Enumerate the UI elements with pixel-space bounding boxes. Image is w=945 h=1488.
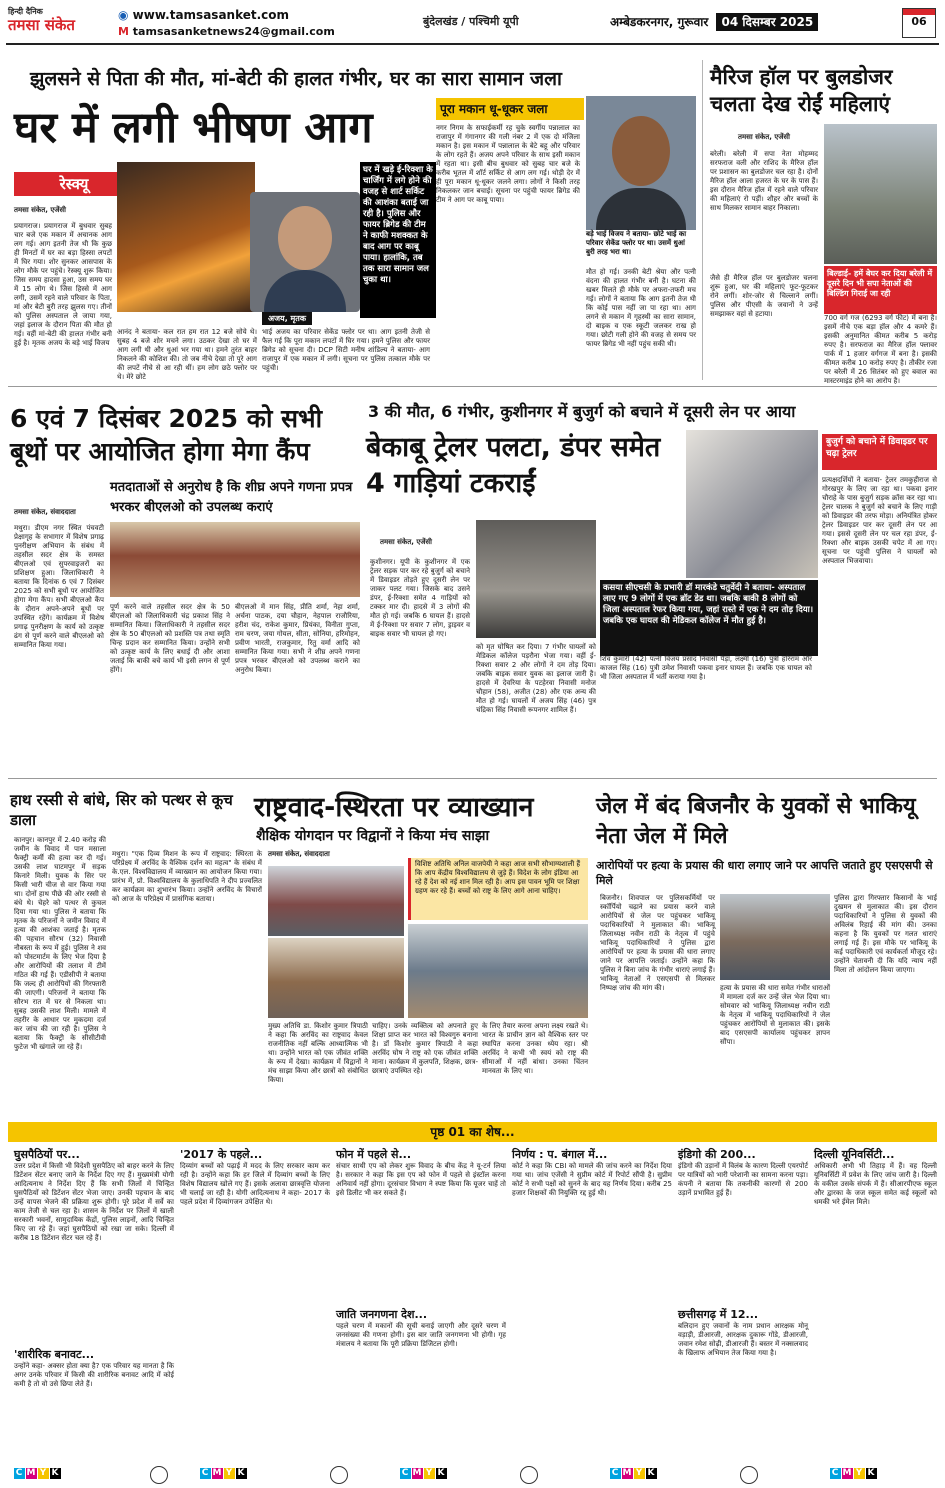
- fire-body-3: भाई अजय का परिवार सेकेंड फ्लोर पर था। आग इतनी तेजी से फैल गई कि पूरा मकान लपटों में घिर गया। हमने पुलिस और फायर ब्रिगेड को सूचना दी। DCP सिटी मनीष शांडिल्य ने बताया- आग राजापुर में एक मकान में लगी। सूचना पर पुलिस तत्काल मौके पर पहुंची।: [262, 328, 430, 372]
- accident-body-1: कुशीनगर। यूपी के कुशीनगर में एक ट्रेलर सड़क पार कर रहे बुजुर्ग को बचाने में डिवाइडर तोड़ते हुए दूसरी लेन पर जाकर पलट गया। जिसके बाद उसने डंपर, ई-रिक्शा समेत 4 गाड़ियों को टक्कर मार दी। हादसे में 3 लोगों की मौत हो गई। जबकि 6 घायल हैं। हादसे में ई-रिक्शा पर सवार 7 लोग, ड्राइवर व बाइक सवार भी घायल हो गए।: [370, 558, 470, 638]
- continued-col-5: [678, 1148, 808, 1458]
- continued-col-4: [512, 1148, 672, 1458]
- camp-body-2: पूर्ण करने वाले तहसील सदर क्षेत्र के 50 बीएलओ को जिलाधिकारी चंद्र प्रकाश सिंह ने सम्मानित किया। जिलाधिकारी ने तहसील सदर क्षेत्र के 50 बीएलओ को प्रशस्ति पत्र तथा स्मृति चिन्ह प्रदान कर सम्मानित किया। उन्होंने सभी को उत्कृष्ट कार्य के लिए बधाई दी और आशा जताई कि बाकी बचे कार्य भी इसी लगन से पूर्ण होंगे।: [110, 603, 230, 674]
- masthead-rule: [6, 43, 939, 45]
- continued-col-3: [336, 1148, 506, 1458]
- registration-mark: [150, 1466, 168, 1484]
- fire-body-5: मौत हो गई। उनकी बेटी श्रेया और पत्नी वंदना की हालत गंभीर बनी है। घटना की खबर मिलते ही मौके पर अफरा-तफरी मच गई। लोगों ने बताया कि आग इतनी तेज थी कि कोई पास नहीं जा पा रहा था। आग लगने से मकान में गृहस्थी का सारा सामान, दो बाइक व एक स्कूटी जलकर राख हो गया। छोटी गली होने की वजह से समय पर फायर ब्रिगेड भी नहीं पहुंच सकी थी।: [586, 268, 696, 348]
- lecture-body-4: के लिए तैयार करना अपना लक्ष्य रखते थे। भारत के प्राचीन ज्ञान को वैश्विक स्तर पर स्थापित करना उनका ध्येय रहा। श्री अरविंद ने कभी भी स्वयं को राष्ट्र की सीमाओं में नहीं बांधा। उनका चिंतन मानवता के लिए था।: [482, 1022, 588, 1075]
- section-divider: [8, 386, 937, 387]
- cyan-swatch: C: [15, 1468, 24, 1478]
- cmyk-mark-4: C M Y K: [611, 1468, 656, 1478]
- rope-body: कानपुर। कानपुर में 2.40 करोड़ की जमीन के विवाद में पान मसाला फैक्ट्री कर्मी की हत्या कर दी गई। उसकी लाश घाटमपुर में सड़क किनारे मिली। युवक के सिर पर किसी भारी चीज से वार किया गया था। दोनों हाथ पीछे की ओर रस्सी से बंधे थे। चेहरे को पत्थर से कुचल दिया गया था। पुलिस ने बताया कि मृतक के परिजनों ने जमीन विवाद में हत्या की आशंका जताई है। मृतक की पहचान सौरभ (32) निवासी नौबस्ता के रूप में हुई। पुलिस ने शव को पोस्टमार्टम के लिए भेज दिया है और आरोपियों की तलाश में टीमें गठित की गई हैं। एडीसीपी ने बताया कि जल्द ही आरोपियों की गिरफ्तारी की जाएगी। परिजनों ने बताया कि सौरभ रात में घर से निकला था। सुबह उसकी लाश मिली। मामले में तहरीर के आधार पर मुकदमा दर्ज कर जांच की जा रही है। पुलिस ने बताया कि फैक्ट्री के सीसीटीवी फुटेज भी खंगाले जा रहे हैं।: [14, 836, 106, 1051]
- camp-group-photo: [110, 522, 360, 597]
- place-date: अम्बेडकरनगर, गुरूवार 04 दिसम्बर 2025: [610, 13, 818, 30]
- fire-body-4: नगर निगम के सफाईकर्मी रह चुके स्वर्गीय पन्नालाल का राजापुर में गंगानगर की गली नंबर 2 में एक दो मंजिला मकान है। इस मकान में पन्नालाल के बेटे बहू और परिवार के लोग रहते हैं। अजय अपने परिवार के साथ इसी मकान में रहता था। इसी बीच बुधवार को सुबह चार बजे के करीब भूतल में शॉर्ट सर्किट से आग लग गई। थोड़ी देर में ही पूरा मकान धू-धूकर जलने लगा। लोगों ने किसी तरह निकलकर जान बचाई। सूचना पर पहुंची फायर ब्रिगेड की टीम ने आग पर काबू पाया।: [436, 124, 580, 204]
- person-icon: [612, 116, 670, 186]
- paper-logo: [8, 6, 75, 33]
- lecture-photo-3: [408, 924, 588, 1018]
- camp-byline: तमसा संकेत, संवाददाता: [14, 508, 76, 516]
- magenta-swatch: M: [26, 1468, 37, 1478]
- bulldozer-byline: तमसा संकेत, एजेंसी: [738, 133, 790, 141]
- section-label: बुंदेलखंड / पश्चिमी यूपी: [423, 15, 519, 28]
- portrait-photo: [586, 96, 696, 230]
- cmyk-mark-1: [14, 1468, 62, 1479]
- column-divider: [702, 60, 703, 380]
- continued-col-1: [14, 1148, 174, 1458]
- fire-photo: [117, 162, 255, 312]
- mail-icon: M: [118, 25, 129, 38]
- continued-banner: पृष्ठ 01 का शेष...: [8, 1122, 937, 1142]
- cmyk-mark-5: C M Y K: [831, 1468, 876, 1478]
- lecture-body-1: मथुरा। "एक दिव्य मिशन के रूप में राष्ट्रवाद: स्थिरता के परिप्रेक्ष्य में अरविंद के वैश्विक दर्शन का महत्व" के संबंध में के.एल. विश्वविद्यालय में व्याख्यान का आयोजन किया गया। प्रारंभ में, प्रो. विश्वविद्यालय के कुलाधिपति ने दीप प्रज्वलित कर कार्यक्रम का शुभारंभ किया। उन्होंने अरविंद के विचारों को आज के परिप्रेक्ष्य में प्रासंगिक बताया।: [112, 850, 262, 903]
- jail-body-3: पुलिस द्वारा गिरफ्तार किसानों के भाई दुखमन से मुलाकात की। इस दौरान पदाधिकारियों ने पुलिस से युवकों की अविलंब रिहाई की मांग की। उनका कहना है कि युवकों पर गलत धाराएं लगाई गई हैं। इस मौके पर भाकियू के कई पदाधिकारी एवं कार्यकर्ता मौजूद रहे। उन्होंने चेतावनी दी कि यदि न्याय नहीं मिला तो आंदोलन किया जाएगा।: [834, 894, 937, 974]
- lecture-headline: राष्ट्रवाद-स्थिरता पर व्याख्यान: [254, 792, 534, 823]
- fire-sub-kicker: पूरा मकान धू-धूकर जला: [436, 98, 584, 120]
- deceased-label: अजय, मृतक: [262, 312, 312, 325]
- lecture-byline: तमसा संकेत, संवाददाता: [268, 850, 330, 858]
- camp-headline: 6 एवं 7 दिसंबर 2025 को सभी बूथों पर आयोजित होगा मेगा कैंप: [10, 404, 323, 466]
- jail-body-1: बिजनौर। शिवपाल पर पुलिसकर्मियों पर स्कॉर्पियो चढ़ाने का प्रयास करने वाले आरोपियों से जेल पर पहुंचकर भाकियू पदाधिकारियों ने मुलाकात की। भाकियू जिलाध्यक्ष नवीन राठी के नेतृत्व में पहुंचे भाकियू पदाधिकारियों ने पुलिस द्वारा आरोपियों पर हत्या के प्रयास की धारा लगाए जाने पर आपत्ति जताई। उन्होंने कहा कि पुलिस ने बिना जांच के गंभीर धाराएं लगाई हैं। भाकियू नेताओं ने एसएसपी से मिलकर निष्पक्ष जांच की मांग की।: [600, 894, 715, 992]
- continued-body: अधिकारी अभी भी तिहाड़ में हैं। वह दिल्ली यूनिवर्सिटी में प्रवेश के लिए जांच जारी है। दिल्ली के वकील उसके संपर्क में हैं। सीआरपीएफ स्कूल और द्वारका के जज स्कूल समेत कई स्कूलों को धमकी भरे ईमेल मिले।: [814, 1162, 937, 1206]
- lecture-body-3: चाहिए। उनके व्यक्तित्व को अपनाते हुए शिक्षा प्राप्त कर भारत को विश्वगुरु बनाना है। डॉ किशोर कुमार त्रिपाठी ने कहा अरविंद घोष ने राष्ट्र को एक जीवंत शक्ति माना। कार्यक्रम में कुलपति, शिक्षक, छात्र-छात्राएं उपस्थित रहे।: [372, 1022, 478, 1075]
- fire-byline: तमसा संकेत, एजेंसी: [14, 206, 66, 214]
- continued-body: संचार साथी एप को लेकर शुरू विवाद के बीच केंद्र ने यू-टर्न लिया है। सरकार ने कहा कि इस एप को फोन में पहले से इंस्टॉल करना अनिवार्य नहीं होगा। दूरसंचार विभाग ने स्पष्ट किया कि यूजर चाहें तो इसे डिलीट भी कर सकते हैं।: [336, 1162, 506, 1197]
- bulldozer-body-2: जैसे ही मैरिज हॉल पर बुलडोजर चलना शुरू हुआ, घर की महिलाएं फूट-फूटकर रोने लगीं। शोर-जोर से चिल्लाने लगीं। पुलिस और पीएसी के जवानों ने उन्हें समझाकर वहां से हटाया।: [710, 274, 818, 318]
- continued-title: 'शारीरिक बनावट...: [14, 1348, 95, 1361]
- deceased-photo: [250, 192, 360, 312]
- accident-photo-caption: कसया सीएचसी के प्रभारी डॉ मारकंडे चतुर्वेदी ने बताया- अस्पताल लाए गए 9 लोगों में एक ब्रॉट डेड था। जबकि बाकी 8 लोगों को जिला अस्पताल रेफर किया गया, जहां रास्ते में एक ने दम तोड़ दिया। जबकि एक घायल की मेडिकल कॉलेज में मौत हुई है।: [600, 580, 818, 656]
- continued-col-6: [814, 1148, 937, 1458]
- rescue-tag: रेस्क्यू: [14, 172, 134, 196]
- bulldozer-caption: बिल्डाई- हमें बेघर कर दिया बरेली में दूसरे दिन भी सपा नेताओं की बिल्डिंग गिराई जा रही: [824, 266, 937, 314]
- bulldozer-body-1: बरेली। बरेली में सपा नेता मोहम्मद सरफराज वली और राशिद के मैरिज हॉल पर प्रशासन का बुलडोजर चल रहा है। दोनों मैरिज हॉल आला हजरत के घर के पास हैं। इस दौरान मैरिज हॉल में रहने वाले परिवार की महिलाएं रो पड़ीं। शौहर और बच्चों के साथ मिलकर सामान बाहर निकाला।: [710, 150, 818, 212]
- cmyk-mark-3: C M Y K: [401, 1468, 446, 1478]
- continued-title: '2017 के पहले...: [180, 1148, 263, 1161]
- page-number: 06: [902, 8, 936, 38]
- accident-byline: तमसा संकेत, एजेंसी: [380, 538, 432, 546]
- camp-body-1: मथुरा। डीएम नगर स्थित पंचवटी प्रेक्षागृह के सभागार में विशेष प्रगाढ़ पुनरीक्षण अभियान के संबंध में तहसील सदर क्षेत्र के समस्त बीएलओ एवं सुपरवाइजरों का प्रशिक्षण हुआ। जिलाधिकारी ने बताया कि दिनांक 6 एवं 7 दिसंबर 2025 को सभी बूथों पर आयोजित होगा मेगा कैंप। सभी बीएलओ कैंप के दौरान अपने-अपने बूथों पर उपस्थित रहेंगे। कार्यक्रम में विशेष प्रगाढ़ पुनरीक्षण के कार्य को उत्कृष्ट ढंग से पूर्ण करने वाले बीएलओ को सम्मानित किया गया।: [14, 524, 104, 649]
- jail-body-2: हत्या के प्रयास की धारा समेत गंभीर धाराओं में मामला दर्ज कर उन्हें जेल भेज दिया था। सोमवार को भाकियू जिलाध्यक्ष नवीन राठी के नेतृत्व में भाकियू पदाधिकारियों ने जेल पहुंचकर आरोपियों से मुलाकात की। इसके बाद एसएसपी कार्यालय पहुंचकर ज्ञापन सौंपा।: [720, 984, 830, 1046]
- continued-title: छत्तीसगढ़ में 12...: [678, 1308, 759, 1321]
- fire-body-2: आनंद ने बताया- कल रात हम रात 12 बजे सोये थे। सुबह 4 बजे शोर मचने लगा। उठकर देखा तो घर में आग लगी थी और धुआं भर गया था। हमने तुरंत बाहर निकलने की कोशिश की। तो जब नीचे देखा तो पूरे आग की लपटें नीचे से आ रही थीं। हम लोग छठे फ्लोर पर थे। मेरे छोटे: [117, 328, 257, 381]
- accident-side-tag: बुजुर्ग को बचाने में डिवाइडर पर चढ़ा ट्रेलर: [822, 434, 937, 470]
- bulldozer-headline: मैरिज हॉल पर बुलडोजर चलता देख रोईं महिलाएं: [710, 65, 893, 116]
- continued-title: जाति जनगणना देश...: [336, 1308, 428, 1321]
- lecture-photo-2: [268, 938, 404, 1018]
- camp-subhead: मतदाताओं से अनुरोध है कि शीघ्र अपने गणना प्रपत्र भरकर बीएलओ को उपलब्ध कराएं: [110, 480, 353, 515]
- jail-headline: जेल में बंद बिजनौर के युवकों से भाकियू नेता जेल में मिले: [596, 794, 916, 849]
- jail-photo: [720, 894, 830, 980]
- victim-photo: [686, 430, 818, 578]
- continued-body: दिव्यांग बच्चों को पढ़ाई में मदद के लिए सरकार काम कर रही है। उन्होंने कहा कि हर जिले में दिव्यांग बच्चों के लिए विशेष विद्यालय खोले गए हैं। इसके अलावा छात्रवृत्ति योजना भी चलाई जा रही है। योगी आदित्यनाथ ने कहा- 2017 के पहले प्रदेश में दिव्यांगजन उपेक्षित थे।: [180, 1162, 330, 1206]
- section-divider: [8, 778, 937, 779]
- continued-body: उत्तर प्रदेश में किसी भी विदेशी घुसपैठिए को बाहर करने के लिए डिटेंशन सेंटर बनाए जाने के निर्देश दिए गए हैं। मुख्यमंत्री योगी आदित्यनाथ ने निर्देश दिए हैं कि सभी जिलों में चिन्हित घुसपैठियों को डिटेंशन सेंटर भेजा जाए। उनकी पहचान के बाद उन्हें वापस भेजने की प्रक्रिया शुरू होगी। पूरे प्रदेश में सर्वे का काम तेजी से चल रहा है। शासन के निर्देश पर जिलों में खाली सरकारी भवनों, सामुदायिक केंद्रों, पुलिस लाइनों, आदि चिन्हित किए जा रहे हैं। जहां घुसपैठियों को रखा जा सके। दिल्ली में करीब 18 डिटेंशन सेंटर चल रहे हैं।: [14, 1162, 174, 1242]
- registration-mark: [740, 1466, 758, 1484]
- continued-title: फोन में पहले से...: [336, 1148, 412, 1161]
- registration-mark: [330, 1466, 348, 1484]
- accident-kicker: 3 की मौत, 6 गंभीर, कुशीनगर में बुजुर्ग को बचाने में दूसरी लेन पर आया: [368, 402, 796, 421]
- accident-headline: बेकाबू ट्रेलर पलटा, डंपर समेत 4 गाड़ियां टकराईं: [366, 432, 661, 499]
- jail-subhead: आरोपियों पर हत्या के प्रयास की धारा लगाए जाने पर आपत्ति जताते हुए एसएसपी से मिले: [596, 859, 933, 887]
- email[interactable]: M tamsasanketnews24@gmail.com: [118, 25, 335, 38]
- rope-headline: हाथ रस्सी से बांधे, सिर को पत्थर से कूच डाला: [10, 791, 233, 829]
- fire-body-1: प्रयागराज। प्रयागराज में बुधवार सुबह चार बजे एक मकान में अचानक आग लग गई। आग इतनी तेज थी कि कुछ ही मिनटों में घर का बड़ा हिस्सा लपटों में घिर गया। शोर सुनकर आसपास के लोग मौके पर पहुंचे। रेस्क्यू शुरू किया। जिस समय हादसा हुआ, उस समय घर में 15 लोग थे। जिस हिस्से में आग लगी, उसमें रहने वाले परिवार के पिता, मां और बेटी बुरी तरह झुलस गए। तीनों को पुलिस अस्पताल ले जाया गया, जहां इलाज के दौरान पिता की मौत हो गई। वहीं मां-बेटी की हालत गंभीर बनी हुई है। मृतक अजय के बड़े भाई विजय: [14, 222, 112, 347]
- registration-mark: [520, 1466, 538, 1484]
- globe-icon: ◉: [118, 8, 129, 22]
- fire-kicker: झुलसने से पिता की मौत, मां-बेटी की हालत गंभीर, घर का सारा सामान जला: [30, 68, 562, 90]
- paper-name: तमसा संकेत: [8, 16, 75, 34]
- accident-photo: [476, 520, 596, 638]
- continued-body: कोर्ट ने कहा कि CBI को मामले की जांच करने का निर्देश दिया गया था। जांच एजेंसी ने सुप्रीम कोर्ट में रिपोर्ट सौंपी है। सुप्रीम कोर्ट ने सभी पक्षों को सुनने के बाद यह निर्णय दिया। करीब 25 हजार शिक्षकों की नियुक्ति रद्द हुई थी।: [512, 1162, 672, 1197]
- paper-prefix: हिन्दी दैनिक: [8, 7, 43, 16]
- lecture-subhead: शैक्षिक योगदान पर विद्वानों ने किया मंच साझा: [256, 828, 490, 844]
- accident-body-2: को मृत घोषित कर दिया। 7 गंभीर घायलों को मेडिकल कॉलेज पड़रौना भेजा गया। वहीं ई-रिक्शा सवार 2 और लोगों ने दम तोड़ दिया। जबकि बाइक सवार युवक का इलाज जारी है। हादसे में देवरिया के पटहेरवा निवासी मनोज चौहान (58), अजीत (28) और एक अन्य की मौत हो गई। घायलों में अजय सिंह (46) पुत्र चंद्रिका सिंह निवासी रूपनगर शामिल हैं।: [476, 643, 596, 714]
- camp-body-3: बीएलओ में मान सिंह, प्रीति शर्मा, नेहा शर्मा, अर्चना पाठक, दया चौहान, नेहपाल राजौरिया, हरीश चंद, राकेश कुमार, प्रियंका, विनीता गुप्ता, राम चरण, जया गोयल, सीता, सोनिया, हरिमोहन, प्रवीण भारती, राजकुमार, रितु वर्मा आदि को सम्मानित किया गया। सभी ने शीघ्र अपने गणना प्रपत्र भरकर बीएलओ को उपलब्ध कराने का अनुरोध किया।: [235, 603, 360, 674]
- continued-title: इंडिगो की 200...: [678, 1148, 756, 1161]
- continued-title: घुसपैठियों पर...: [14, 1148, 80, 1161]
- bulldozer-body-3: 700 वर्ग गज (6293 वर्ग फीट) में बना है। इसमें नीचे एक बड़ा हॉल और 4 कमरे हैं। इसकी अनुमानित कीमत करीब 5 करोड़ रुपए है। सरफराज का मैरिज हॉल फ्लावर पार्क में 1 हजार वर्गगज में बना है। इसकी कीमत करीब 10 करोड़ रुपए है। तौकीर रजा पर बरेली में 26 सितंबर को हुए बवाल का मास्टरमाइंड होने का आरोप है।: [824, 314, 937, 385]
- cmyk-strip: [0, 1462, 945, 1488]
- portrait-caption: बड़े भाई विजय ने बताया- छोटे भाई का परिवार सेकेंड फ्लोर पर था। उसमें धुआं बुरी तरह भरा था।: [586, 230, 687, 256]
- black-swatch: K: [51, 1468, 60, 1478]
- cmyk-mark-2: C M Y K: [201, 1468, 246, 1478]
- person-icon: [278, 206, 332, 270]
- accident-body-4: प्रत्यक्षदर्शियों ने बताया- ट्रेलर तमकुहीराज से गोरखपुर के लिए जा रहा था। पकवा इनार चौराहे के पास बुजुर्ग सड़क क्रॉस कर रहा था। ट्रेलर चालक ने बुजुर्ग को बचाने के लिए गाड़ी को डिवाइडर की तरफ मोड़ा। अनियंत्रित होकर ट्रेलर डिवाइडर पार कर दूसरी लेन पर आ गया। इससे दूसरी लेन पर चल रहा डंपर, ई-रिक्शा और बाइक उसकी चपेट में आ गए। सूचना पर पहुंची पुलिस ने घायलों को अस्पताल भिजवाया।: [822, 476, 937, 565]
- lecture-photo-1: [268, 866, 404, 936]
- continued-title: दिल्ली यूनिवर्सिटी...: [814, 1148, 895, 1161]
- bulldozer-photo: [824, 124, 937, 264]
- continued-body: उन्होंने कहा- अक्सर होता क्या है? एक परिवार यह मानता है कि अगर उनके परिवार में किसी की शारीरिक बनावट आदि में कोई कमी है तो वो उसे छिपा लेते हैं।: [14, 1362, 174, 1388]
- lecture-body-2: मुख्य अतिथि डा. किशोर कुमार त्रिपाठी ने कहा कि अरविंद का राष्ट्रवाद केवल राजनीतिक नहीं बल्कि आध्यात्मिक भी था। उन्होंने भारत को एक जीवंत शक्ति के रूप में देखा। कार्यक्रम में विद्वानों ने मंच साझा किया और छात्रों को संबोधित किया।: [268, 1022, 368, 1084]
- continued-body: पहले चरण में मकानों की सूची बनाई जाएगी और दूसरे चरण में जनसंख्या की गणना होगी। इस बार जाति जनगणना भी होगी। गृह मंत्रालय ने बताया कि पूरी प्रक्रिया डिजिटल होगी।: [336, 1322, 506, 1348]
- website[interactable]: ◉ www.tamsasanket.com: [118, 8, 290, 22]
- continued-col-2: [180, 1148, 330, 1458]
- date-box: 04 दिसम्बर 2025: [716, 13, 818, 31]
- continued-body: इंडिगो की उड़ानों में विलंब के कारण दिल्ली एयरपोर्ट पर यात्रियों को भारी परेशानी का सामना करना पड़ा। कंपनी ने बताया कि तकनीकी कारणों से 200 उड़ानें प्रभावित हुई हैं।: [678, 1162, 808, 1197]
- masthead: [0, 0, 945, 46]
- continued-body: बलिदान हुए जवानों के नाम प्रधान आरक्षक मोनू वड़ाड़ी, डीआरजी, आरक्षक दुकारू गोंडे, डीआरजी, जवान रमेश सोढ़ी, डीआरजी हैं। बस्तर में नक्सलवाद के खिलाफ अभियान तेज किया गया है।: [678, 1322, 808, 1357]
- yellow-swatch: Y: [39, 1468, 48, 1478]
- lecture-quote: विशिष्ट अतिथि अनिल वाजपेयी ने कहा आज सभी सौभाग्यशाली हैं कि आप केंद्रीय विश्वविद्यालय से जुड़े हैं। विदेश के लोग इंडिया आ रहे हैं देश को नई शान मिल रही है। आप इस पावन भूमि पर शिक्षा ग्रहण कर रहे हैं। बच्चों को राष्ट्र के लिए आगे आना चाहिए।: [408, 858, 588, 920]
- continued-title: निर्णय : प. बंगाल में...: [512, 1148, 608, 1161]
- fire-headline: घर में लगी भीषण आग: [14, 103, 373, 153]
- fire-photo-caption: घर में खड़े ई-रिक्शा के चार्जिंग में लगे होने की वजह से शार्ट सर्किट की आशंका बताई जा रही है। पुलिस और फायर ब्रिगेड की टीम ने काफी मशक्कत के बाद आग पर काबू पाया। हालांकि, तब तक सारा सामान जल चुका था।: [360, 162, 436, 318]
- accident-body-3: शिव कुमारी (42) पत्नी विजय प्रसाद निवासी पैड़ा, लक्ष्मी (16) पुत्री हरिराम और काजल सिंह (16) पुत्री उमेश निवासी पकवा इनार घायल हैं। जबकि एक घायल को भी जिला अस्पताल में भर्ती कराया गया है।: [600, 655, 812, 681]
